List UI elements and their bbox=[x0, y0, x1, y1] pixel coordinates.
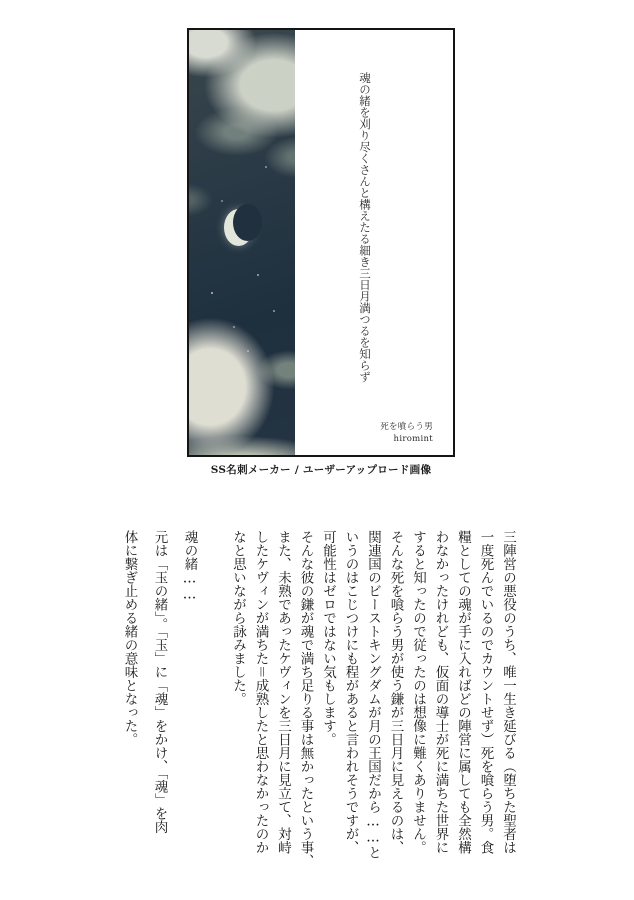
essay-line: 関連国のビーストキングダムが月の王国だから……と bbox=[365, 530, 381, 859]
essay-line: 元は「玉の緒」。「玉」に「魂」をかけ、「魂」を肉 bbox=[151, 530, 168, 834]
meishi-card bbox=[187, 28, 455, 457]
essay-vertical-text bbox=[115, 530, 520, 882]
essay-line: また、未熟であったケヴィンを三日月に見立て、対峙 bbox=[275, 530, 291, 854]
credit-author: hiromint bbox=[393, 434, 433, 444]
essay-line: 三陣営の悪役のうち、唯一生き延びる（堕ちた聖者は bbox=[500, 530, 516, 854]
essay-line: いうのはこじつけにも程があると言われそうですが、 bbox=[342, 530, 359, 854]
poem-vertical-text: 魂の緒を刈り尽くさんと構えたる細き三日月満つるを知らず bbox=[358, 72, 372, 383]
image-caption: SS名刺メーカー / ユーザーアップロード画像 bbox=[210, 464, 432, 476]
essay-line: 魂の緒…… bbox=[181, 530, 198, 603]
essay-line: 一度死んでいるのでカウントせず）死を喰らう男。食 bbox=[477, 530, 494, 854]
essay-line: したケヴィンが満ちた＝成熟したと思わなかったのか bbox=[252, 530, 269, 854]
essay-line: 体に繋ぎ止める緒の意味となった。 bbox=[121, 530, 138, 746]
essay-line: 可能性はゼロではない気もします。 bbox=[320, 530, 336, 746]
essay-line: なと思いながら詠みました。 bbox=[230, 530, 246, 706]
essay-line: わなかったけれども、仮面の導士が死に満ちた世界に bbox=[432, 530, 449, 854]
crescent-moon-mask-shape bbox=[233, 204, 262, 241]
essay-line: すると知ったので従ったのは想像に難くありません。 bbox=[410, 530, 426, 854]
card-white-panel bbox=[295, 30, 453, 455]
credit-block bbox=[380, 421, 433, 445]
essay-paragraph-2 bbox=[115, 530, 205, 882]
essay-line: そんな死を喰らう男が使う鎌が三日月に見えるのは、 bbox=[387, 530, 404, 854]
essay-line: そんな彼の鎌が魂で満ち足りる事は無かったという事、 bbox=[297, 530, 314, 868]
credit-title: 死を喰らう男 bbox=[380, 422, 433, 432]
night-sky-image bbox=[189, 30, 295, 455]
essay-line: 糧としての魂が手に入ればどの陣営に属しても全然構 bbox=[455, 530, 471, 854]
essay-paragraph-1 bbox=[227, 530, 520, 882]
